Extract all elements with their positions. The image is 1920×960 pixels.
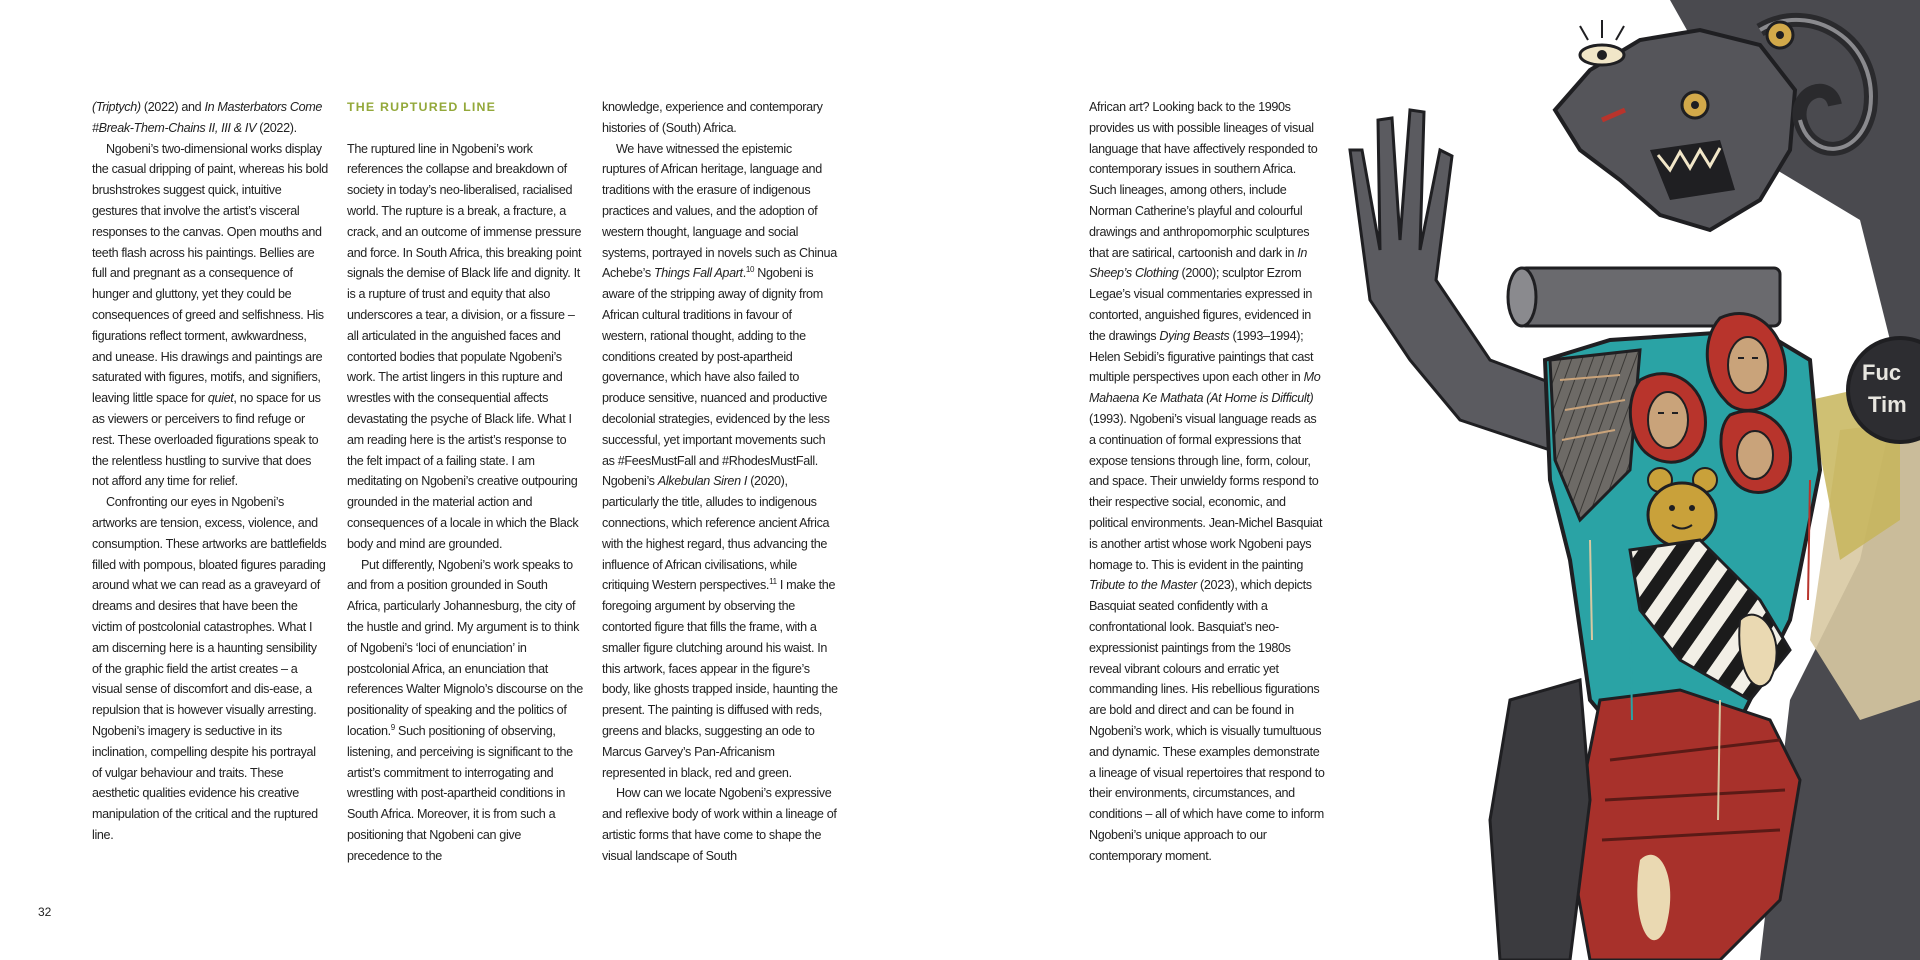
col2-paragraph-2: Put differently, Ngobeni’s work speaks to and from a position grounded in South Africa, particularly Johannesburg, the city of the hustle and grind. My argument is to think of Ngobeni’s ‘loci of enunciation’ in postcolonial Africa, an enunciation that references Walter Mignolo’s discourse on the positionality of speaking and the politics of location.$^9$ Such positioning of observing, listening, and perceiving is significant to the artist’s commitment to interrogating and wrestling with post-apartheid conditions in South Africa. Moreover, it is from such a positioning that Ngobeni can give precedence to the [347, 557, 583, 863]
col2-paragraph-1: The ruptured line in Ngobeni’s work references the collapse and breakdown of society in today’s neo-liberalised, racialised world. The rupture is a break, a fracture, a crack, and an outcome of immense pressure and force. In South Africa, this breaking point signals the demise of Black life and dignity. It is a rupture of trust and equity that also underscores a tear, a division, or a fissure – all articulated in the anguished faces and contorted bodies that populate Ngobeni’s work. The artist lingers in this rupture and wrestles with the consequential affects devastating the psyche of Black life. What I am reading here is the artist’s response to the felt impact of a failing state. I am meditating on Ngobeni’s creative outpouring grounded in the material action and consequences of a locale in which the Black body and mind are grounded. [347, 141, 582, 551]
col1-paragraph-1: (Triptych) (2022) and In Masterbators Come #Break-Them-Chains II, III & IV (2022). [92, 100, 323, 135]
col3-paragraph-3: How can we locate Ngobeni’s expressive and reflexive body of work within a lineage of artistic forms that have come to shape the visual landscape of South [602, 786, 837, 863]
hooded-face-2 [1630, 374, 1705, 463]
col3-paragraph-1: knowledge, experience and contemporary histories of (South) Africa. [602, 100, 823, 135]
lettering-line-1: Fuc [1862, 360, 1902, 385]
page-number: 32 [38, 905, 52, 919]
dark-leg [1490, 680, 1590, 960]
text-column-3 [602, 97, 838, 866]
text-column-1 [92, 97, 328, 846]
section-heading: THE RUPTURED LINE [347, 100, 497, 114]
text-column-2 [347, 97, 583, 866]
col1-paragraph-3: Confronting our eyes in Ngobeni’s artworks are tension, excess, violence, and consumption. These artworks are battlefields filled with pompous, bloated figures parading around what we can read as a graveyard of dreams and desires that have been the victim of postcolonial catastrophes. What I am discerning here is a haunting sensibility of the graphic field the artist creates – a visual sense of discomfort and dis-ease, a repulsion that is however visually arresting. Ngobeni’s imagery is seductive in its inclination, compelling despite his portrayal of vulgar behaviour and traits. These aesthetic qualities evidence his creative manipulation of the critical and the ruptured line. [92, 495, 327, 842]
col3-paragraph-2: We have witnessed the epistemic ruptures of African heritage, language and traditions with the erasure of indigenous practices and values, and the adoption of western thought, language and social systems, portrayed in novels such as Chinua Achebe’s Things Fall Apart.$^{10}$ Ngobeni is aware of the stripping away of dignity from African cultural traditions in favour of western, rational thought, adding to the conditions created by post-apartheid governance, which have also failed to produce sensitive, nuanced and productive decolonial strategies, evidenced by the less successful, yet important movements such as #FeesMustFall and #RhodesMustFall. Ngobeni’s Alkebulan Siren I (2020), particularly the title, alludes to indigenous connections, which reference ancient Africa with the highest regard, thus advancing the influence of African civilisations, while critiquing Western perspectives.$^{11}$ I make the foregoing argument by observing the contorted figure that fills the frame, with a smaller figure clutching around his waist. In this artwork, faces appear in the figure’s body, like ghosts trapped inside, haunting the present. The painting is diffused with reds, greens and blacks, suggesting an ode to Marcus Garvey’s Pan-Africanism represented in black, red and green. [602, 141, 838, 780]
lettering-line-2: Tim [1868, 392, 1907, 417]
col4-paragraph-1: African art? Looking back to the 1990s provides us with possible lineages of visual language that have affectively responded to contemporary issues in southern Africa. Such lineages, among others, include Norman Catherine’s playful and colourful drawings and anthropomorphic sculptures that are satirical, cartoonish and dark in In Sheep’s Clothing (2000); sculptor Ezrom Legae’s visual commentaries expressed in contorted, anguished figures, evidenced in the drawings Dying Beasts (1993–1994); Helen Sebidi’s figurative paintings that cast multiple perspectives upon each other in Mo Mahaena Ke Mathata (At Home is Difficult) (1993). Ngobeni’s visual language reads as a continuation of formal expressions that expose tensions through line, form, colour, and space. Their unwieldy forms respond to their respective social, economic, and political environments. Jean-Michel Basquiat is another artist whose work Ngobeni pays homage to. This is evident in the painting Tribute to the Master (2023), which depicts Basquiat seated confidently with a confrontational look. Basquiat’s neo-expressionist paintings from the 1980s reveal vibrant colours and erratic yet commanding lines. His rebellious figurations are bold and direct and can be found in Ngobeni’s work, which is visually tumultuous and dynamic. These examples demonstrate a lineage of visual repertoires that respond to their environments, circumstances, and conditions – all of which have come to inform Ngobeni’s unique approach to our contemporary moment. [1089, 100, 1325, 863]
floating-eye [1580, 20, 1624, 65]
col1-paragraph-2: Ngobeni’s two-dimensional works display the casual dripping of paint, whereas his bold brushstrokes suggest quick, intuitive gestures that involve the artist’s visceral responses to the canvas. Open mouths and teeth flash across his paintings. Bellies are full and pregnant as a consequence of hunger and gluttony, yet they could be consequences of greed and selfishness. His figurations reflect torment, awkwardness, and unease. His drawings and paintings are saturated with figures, motifs, and signifiers, leaving little space for quiet, no space for us as viewers or perceivers to find refuge or rest. These overloaded figurations speak to the relentless hustling to survive that does not afford any time for relief. [92, 141, 328, 489]
text-column-4 [1089, 97, 1325, 866]
artwork-illustration [1340, 0, 1920, 960]
